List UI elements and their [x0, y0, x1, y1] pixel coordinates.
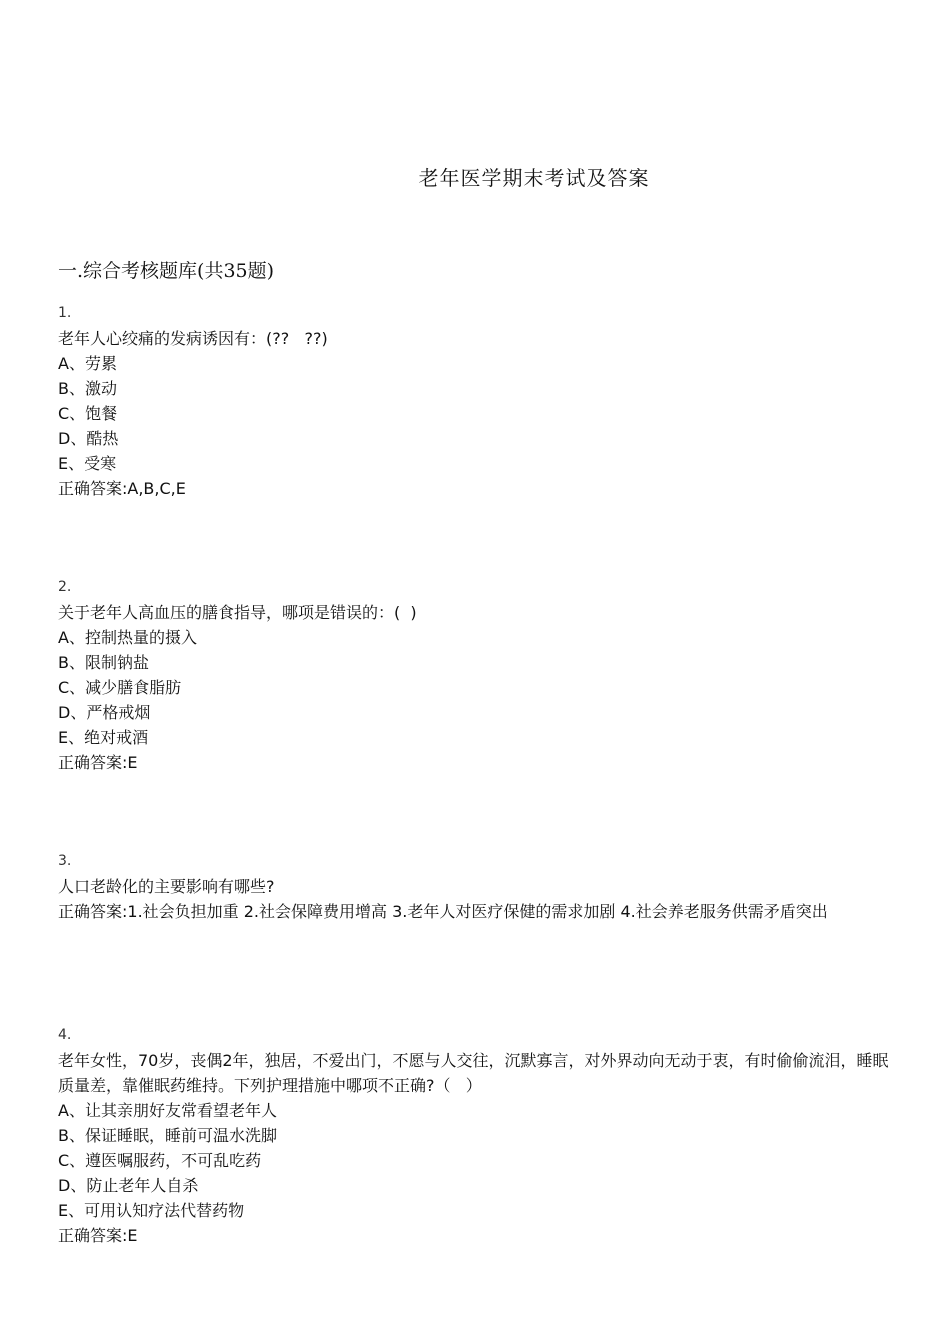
- correct-answer: 正确答案:E: [58, 1226, 138, 1245]
- option-e: E、受寒: [58, 454, 117, 473]
- option-d: D、严格戒烟: [58, 703, 151, 722]
- option-b: B、保证睡眠，睡前可温水洗脚: [58, 1126, 277, 1145]
- correct-answer: 正确答案:E: [58, 753, 138, 772]
- question-stem: 老年女性，70岁，丧偶2年，独居，不爱出门，不愿与人交往，沉默寡言，对外界动向无动于衷，有时偷偷流泪，睡眠质量差，靠催眠药维持。下列护理措施中哪项不正确?（ ）: [58, 1051, 889, 1095]
- option-c: C、遵医嘱服药，不可乱吃药: [58, 1151, 262, 1170]
- option-b: B、激动: [58, 379, 117, 398]
- question-stem: 关于老年人高血压的膳食指导，哪项是错误的：( ): [58, 603, 417, 622]
- question-1: [58, 303, 898, 501]
- section-title: 一.综合考核题库(共35题): [58, 260, 275, 282]
- option-a: A、控制热量的摄入: [58, 628, 197, 647]
- option-a: A、让其亲朋好友常看望老年人: [58, 1101, 277, 1120]
- question-number: 2.: [58, 579, 72, 595]
- option-c: C、减少膳食脂肪: [58, 678, 182, 697]
- question-4: [58, 1025, 898, 1248]
- option-a: A、劳累: [58, 354, 117, 373]
- question-stem: 老年人心绞痛的发病诱因有：(?? ??): [58, 329, 328, 348]
- question-number: 4.: [58, 1027, 72, 1043]
- question-stem: 人口老龄化的主要影响有哪些?: [58, 877, 275, 896]
- question-2: [58, 577, 898, 775]
- correct-answer: 正确答案:1.社会负担加重 2.社会保障费用增高 3.老年人对医疗保健的需求加剧 4.社会养老服务供需矛盾突出: [58, 902, 828, 921]
- option-d: D、防止老年人自杀: [58, 1176, 199, 1195]
- option-c: C、饱餐: [58, 404, 118, 423]
- correct-answer: 正确答案:A,B,C,E: [58, 479, 186, 498]
- option-e: E、绝对戒酒: [58, 728, 149, 747]
- question-number: 1.: [58, 305, 72, 321]
- question-number: 3.: [58, 853, 72, 869]
- question-3: [58, 851, 898, 924]
- option-e: E、可用认知疗法代替药物: [58, 1201, 245, 1220]
- option-b: B、限制钠盐: [58, 653, 149, 672]
- option-d: D、酷热: [58, 429, 119, 448]
- document-title: 老年医学期末考试及答案: [418, 166, 650, 190]
